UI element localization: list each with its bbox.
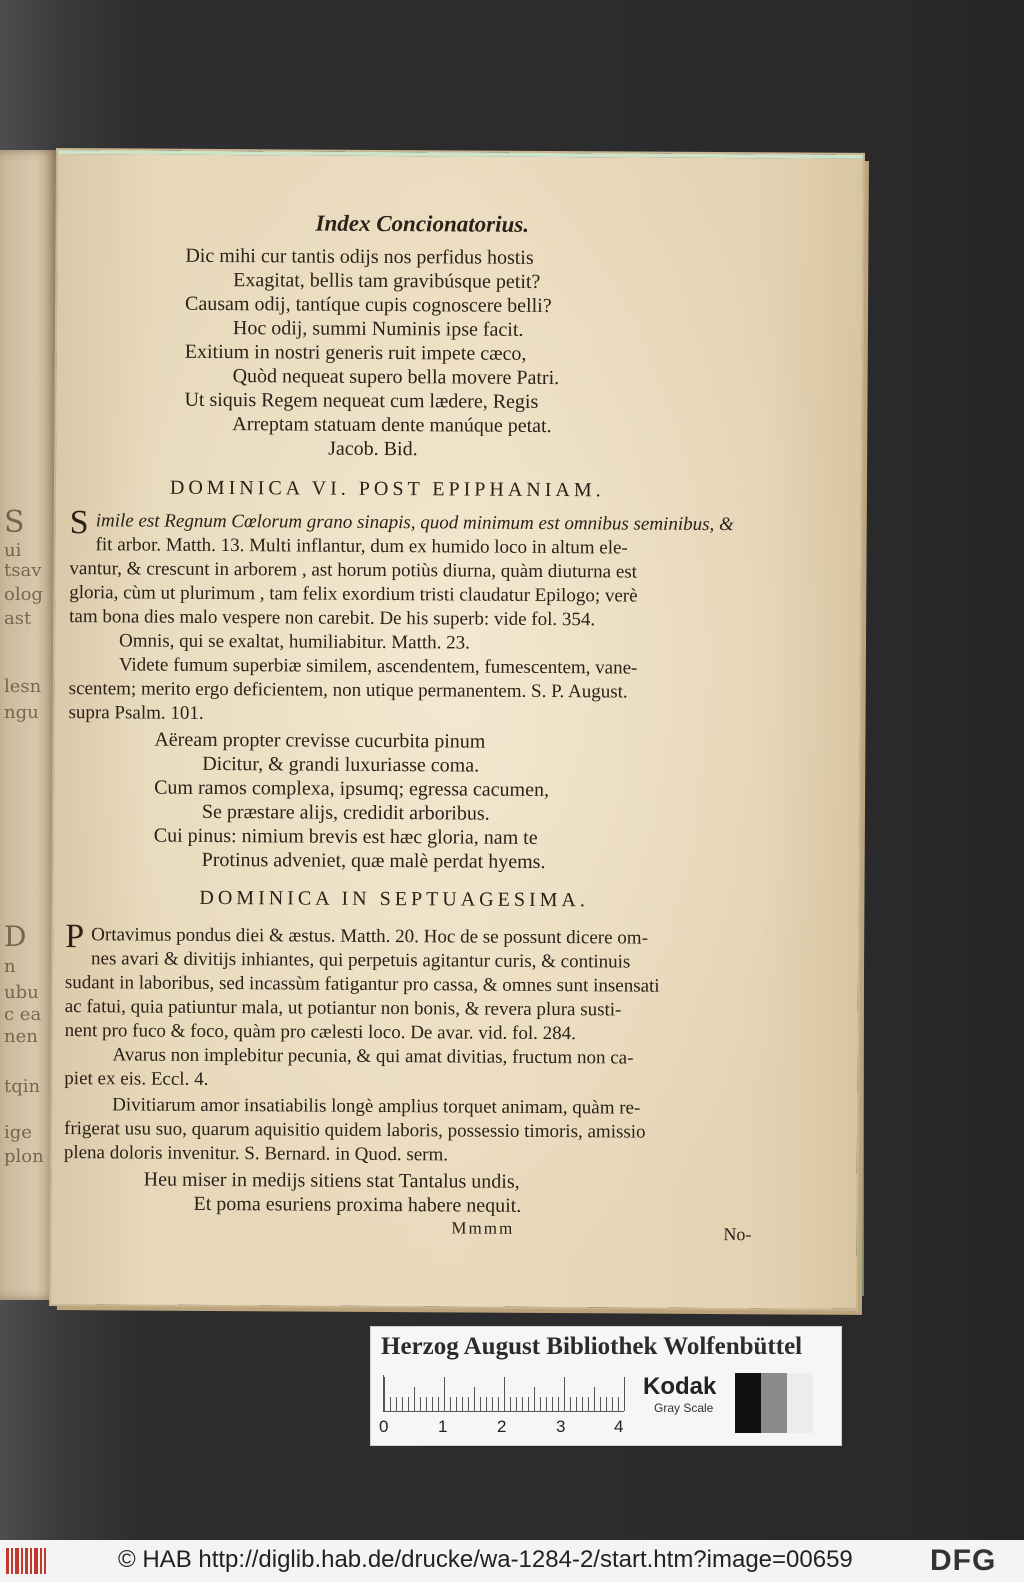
scale-number: 1 xyxy=(438,1417,448,1436)
ruler-tick xyxy=(456,1397,457,1411)
ruler-tick xyxy=(522,1397,523,1411)
scale-number: 0 xyxy=(379,1417,389,1436)
paragraph-line: gloria, cùm ut plurimum , tam felix exordium tristi claudatur Epilogo; verè xyxy=(69,582,638,607)
ruler-tick xyxy=(564,1377,565,1411)
paragraph-line: Videte fumum superbiæ similem, ascendentem, fumescentem, vane- xyxy=(118,654,638,679)
gray-scale-label: Gray Scale xyxy=(654,1401,714,1415)
left-page-fragment: ngu xyxy=(4,702,39,723)
color-scale-card xyxy=(370,1326,842,1446)
paragraph-line: Avarus non implebitur pecunia, & qui amat divitias, fructum non ca- xyxy=(112,1044,634,1069)
poem-line: Cum ramos complexa, ipsumq; egressa cacumen, xyxy=(154,776,550,802)
ruler-tick xyxy=(516,1397,517,1411)
signature-mark: Mmmm xyxy=(451,1218,515,1238)
ruler-tick xyxy=(588,1397,589,1411)
ruler-tick xyxy=(618,1397,619,1411)
scale-number: 3 xyxy=(556,1417,566,1436)
ruler-scale xyxy=(383,1375,624,1412)
left-page-fragment: ubu xyxy=(4,982,39,1003)
ruler-tick xyxy=(414,1387,415,1411)
kodak-logo: Kodak xyxy=(643,1373,717,1400)
paragraph-line: scentem; merito ergo deficientem, non utique permanentem. S. P. August. xyxy=(68,678,628,703)
ruler-tick xyxy=(438,1397,439,1411)
paragraph-line: Ortavimus pondus diei & æstus. Matth. 20. Hoc de se possunt dicere om- xyxy=(91,924,649,949)
left-page-fragment: S xyxy=(4,505,25,540)
paragraph-line: fit arbor. Matth. 13. Multi inflantur, dum ex humido loco in altum ele- xyxy=(95,534,628,559)
paragraph-line: frigerat usu suo, quarum aquisitio quidem laboris, possessio timoris, amissio xyxy=(63,1118,646,1143)
left-page-fragment: olog xyxy=(4,584,43,605)
ruler-tick xyxy=(492,1397,493,1411)
poem-line: Causam odij, tantíque cupis cognoscere belli? xyxy=(184,292,552,318)
ruler-tick xyxy=(480,1397,481,1411)
left-page-fragment: ui xyxy=(4,540,22,561)
scale-number: 4 xyxy=(614,1417,624,1436)
footer-url[interactable]: © HAB http://diglib.hab.de/drucke/wa-1284-2/start.htm?image=00659 xyxy=(118,1546,853,1573)
ruler-tick xyxy=(498,1397,499,1411)
left-facing-page xyxy=(0,150,58,1300)
ruler-tick xyxy=(468,1397,469,1411)
ruler-tick xyxy=(432,1397,433,1411)
ruler-tick xyxy=(504,1377,505,1411)
poem-line: Cui pinus: nimium brevis est hæc gloria, nam te xyxy=(153,824,538,849)
ruler-tick xyxy=(426,1397,427,1411)
catchword: No- xyxy=(723,1224,752,1245)
drop-cap: P xyxy=(65,918,85,956)
poem-line: Exagitat, bellis tam gravibúsque petit? xyxy=(233,269,541,293)
ruler-tick xyxy=(594,1387,595,1411)
ruler-tick xyxy=(606,1397,607,1411)
gray-swatch-black xyxy=(735,1373,761,1433)
left-page-fragment: n xyxy=(4,956,16,977)
paragraph-line: Omnis, qui se exaltat, humiliabitur. Matth. 23. xyxy=(118,630,470,654)
left-page-fragment: plon xyxy=(4,1146,44,1167)
paragraph-line: vantur, & crescunt in arborem , ast horum potiùs diurna, quàm diuturna est xyxy=(69,558,638,583)
ruler-tick xyxy=(450,1397,451,1411)
ruler-tick xyxy=(540,1397,541,1411)
dfg-logo: DFG xyxy=(930,1544,997,1577)
ruler-tick xyxy=(552,1397,553,1411)
left-page-fragment: ast xyxy=(4,608,32,629)
ruler-tick xyxy=(576,1397,577,1411)
ruler-tick xyxy=(582,1397,583,1411)
ruler-tick xyxy=(408,1397,409,1411)
left-page-fragment: c ea xyxy=(4,1004,42,1025)
ruler-tick xyxy=(420,1397,421,1411)
library-name: Herzog August Bibliothek Wolfenbüttel xyxy=(381,1333,803,1360)
gray-swatch-white xyxy=(787,1373,813,1433)
poem-line: Protinus adveniet, quæ malè perdat hyems. xyxy=(201,848,546,873)
ruler-tick xyxy=(600,1397,601,1411)
ruler-tick xyxy=(402,1397,403,1411)
poem-line: Aëream propter crevisse cucurbita pinum xyxy=(154,728,486,753)
ruler-tick xyxy=(624,1377,625,1411)
poem-line: Ut siquis Regem nequeat cum lædere, Regis xyxy=(184,388,539,413)
ruler-tick xyxy=(384,1377,385,1411)
poem-line: Dic mihi cur tantis odijs nos perfidus hostis xyxy=(185,244,534,269)
poem-line: Se præstare alijs, credidit arboribus. xyxy=(201,800,490,825)
paragraph-line: plena doloris invenitur. S. Bernard. in Quod. serm. xyxy=(63,1142,449,1166)
barcode-icon xyxy=(4,1546,48,1576)
paragraph-line: nent pro fuco & foco, quàm pro cælesti loco. De avar. vid. fol. 284. xyxy=(64,1020,576,1045)
ruler-tick xyxy=(390,1397,391,1411)
book-page xyxy=(51,150,863,1309)
ruler-tick xyxy=(396,1397,397,1411)
ruler-tick xyxy=(474,1387,475,1411)
poem-attribution: Jacob. Bid. xyxy=(328,437,418,461)
paragraph-line: Divitiarum amor insatiabilis longè amplius torquet animam, quàm re- xyxy=(112,1094,641,1119)
ruler-tick xyxy=(570,1397,571,1411)
paragraph-line: ac fatui, quia patiuntur mala, ut potiantur non bonis, & revera plura susti- xyxy=(64,996,622,1021)
ruler-tick xyxy=(612,1397,613,1411)
ruler-tick xyxy=(546,1397,547,1411)
section-heading: DOMINICA VI. POST EPIPHANIAM. xyxy=(169,476,605,502)
poem-line: Quòd nequeat supero bella movere Patri. xyxy=(232,365,560,390)
poem-line: Dicitur, & grandi luxuriasse coma. xyxy=(202,752,480,777)
poem-line: Exitium in nostri generis ruit impete cæco, xyxy=(184,340,527,365)
poem-line: Heu miser in medijs sitiens stat Tantalus undis, xyxy=(143,1168,520,1193)
ruler-tick xyxy=(462,1397,463,1411)
paragraph-line: sudant in laboribus, sed incassùm fatigantur pro cassa, & omnes sunt insensati xyxy=(64,972,660,997)
paragraph-line: piet ex eis. Eccl. 4. xyxy=(64,1068,209,1090)
ruler-tick xyxy=(486,1397,487,1411)
section-heading: DOMINICA IN SEPTUAGESIMA. xyxy=(199,886,589,912)
paragraph-line: nes avari & divitijs inhiantes, qui perpetuis agitantur curis, & continuis xyxy=(90,948,631,973)
ruler-tick xyxy=(558,1397,559,1411)
poem-line: Hoc odij, summi Numinis ipse facit. xyxy=(232,317,524,341)
ruler-tick xyxy=(444,1377,445,1411)
paragraph-line: tam bona dies malo vespere non carebit. De his superb: vide fol. 354. xyxy=(69,606,596,631)
ruler-tick xyxy=(510,1397,511,1411)
left-page-fragment: D xyxy=(4,920,27,953)
left-page-fragment: tsav xyxy=(4,560,42,581)
ruler-tick xyxy=(528,1397,529,1411)
left-page-fragment: tqin xyxy=(4,1076,41,1097)
scale-number: 2 xyxy=(497,1417,507,1436)
poem-line: Arreptam statuam dente manúque petat. xyxy=(232,413,552,438)
gray-swatch-mid xyxy=(761,1373,787,1433)
paragraph-line: imile est Regnum Cœlorum grano sinapis, quod minimum est omnibus seminibus, & xyxy=(95,510,734,536)
left-page-fragment: lesn xyxy=(4,676,42,697)
running-title: Index Concionatorius. xyxy=(315,210,530,237)
poem-line: Et poma esuriens proxima habere nequit. xyxy=(193,1192,522,1217)
left-page-fragment: ige xyxy=(4,1122,32,1143)
paragraph-line: supra Psalm. 101. xyxy=(68,702,204,724)
ruler-tick xyxy=(534,1387,535,1411)
footer-bar xyxy=(0,1540,1024,1582)
left-page-fragment: nen xyxy=(4,1026,38,1047)
drop-cap: S xyxy=(69,504,89,542)
